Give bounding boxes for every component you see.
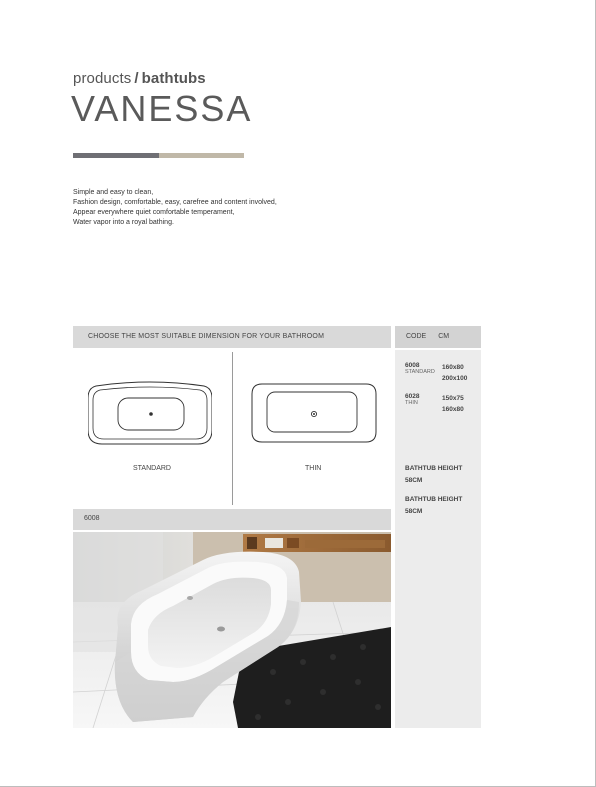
breadcrumb-section: products [73,70,132,87]
spec-sizes [442,362,467,384]
cm-column-header: CM [438,333,450,340]
spec-size: 160x80 [442,364,464,371]
height-value: 58CM [405,477,423,484]
description-line: Simple and easy to clean, [73,189,154,196]
description-line: Appear everywhere quiet comfortable temperament, [73,209,235,216]
model-strip: 6008 [73,509,391,530]
spec-row [405,393,481,417]
description-line: Water vapor into a royal bathing. [73,219,174,226]
description-line: Fashion design, comfortable, easy, carefree and content involved, [73,199,277,206]
height-label: BATHTUB HEIGHT [405,496,463,503]
standard-label: STANDARD [133,465,171,472]
bathtub-photo [73,532,391,728]
dimension-header: CHOOSE THE MOST SUITABLE DIMENSION FOR YOUR BATHROOM [73,326,391,348]
height-value: 58CM [405,508,423,515]
height-label: BATHTUB HEIGHT [405,465,463,472]
standard-tub-diagram [88,380,212,446]
spec-sizes [442,393,464,415]
spec-size: 160x80 [442,406,464,413]
code-table-header [395,326,481,348]
breadcrumb [73,70,206,87]
spec-code: 6028 [405,393,420,400]
thin-tub-diagram [250,380,378,446]
spec-type: STANDARD [405,369,435,375]
spec-size: 200x100 [442,375,468,382]
accent-bar-light [159,153,244,158]
spec-size: 150x75 [442,395,464,402]
height-note [405,463,462,487]
thin-label: THIN [305,465,322,472]
spec-row [405,362,481,386]
breadcrumb-category: bathtubs [141,70,206,87]
spec-code: 6008 [405,362,420,369]
diagram-divider [232,352,233,505]
code-column-header: CODE [406,333,427,340]
height-note [405,494,462,518]
spec-type: THIN [405,400,418,406]
accent-bar-dark [73,153,159,158]
breadcrumb-separator: / [134,70,139,87]
page-title: VANESSA [71,88,253,129]
product-description [73,188,277,228]
